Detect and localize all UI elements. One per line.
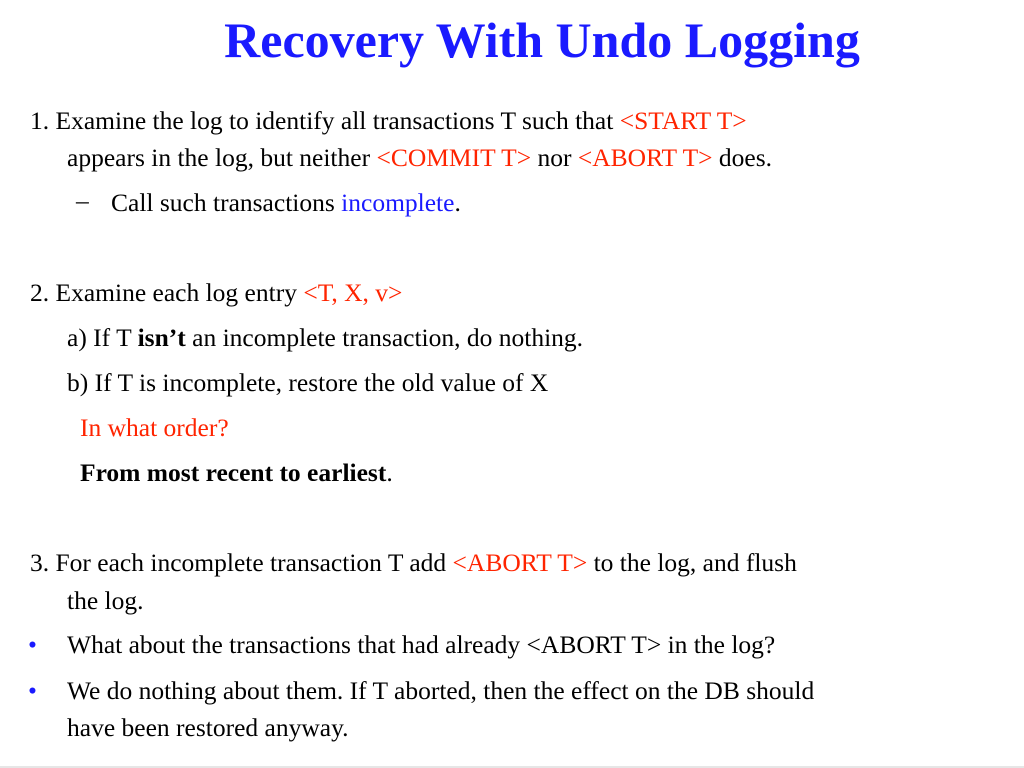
commit-record: <COMMIT T> bbox=[376, 143, 532, 172]
step1-does-text: does. bbox=[712, 143, 773, 172]
order-answer bbox=[80, 458, 393, 488]
log-entry-record: <T, X, v> bbox=[303, 278, 403, 307]
step1-subpoint bbox=[111, 188, 461, 218]
step3-suffix: to the log, and flush bbox=[587, 548, 797, 577]
step1-line1 bbox=[30, 106, 747, 136]
step1-nor-text: nor bbox=[531, 143, 578, 172]
incomplete-term: incomplete bbox=[341, 188, 455, 217]
step1-line1-text: 1. Examine the log to identify all transactions T such that bbox=[30, 106, 620, 135]
step2-item-b: b) If T is incomplete, restore the old value of X bbox=[67, 368, 549, 397]
bullet-marker-2: • bbox=[28, 676, 37, 705]
bullet-item-2-line2: have been restored anyway. bbox=[67, 713, 349, 742]
abort-record: <ABORT T> bbox=[577, 143, 713, 172]
subpoint-text: Call such transactions bbox=[111, 188, 342, 217]
order-question: In what order? bbox=[80, 413, 229, 442]
step1-line2-text: appears in the log, but neither bbox=[67, 143, 377, 172]
dash-marker: – bbox=[76, 186, 89, 215]
item-a-text: a) If T bbox=[67, 323, 138, 352]
subpoint-period: . bbox=[454, 188, 461, 217]
order-answer-period: . bbox=[386, 458, 393, 487]
isnt-emphasis: isn’t bbox=[137, 323, 186, 352]
slide-title: Recovery With Undo Logging bbox=[224, 12, 860, 68]
step3-abort-record: <ABORT T> bbox=[452, 548, 588, 577]
step1-line2 bbox=[67, 143, 772, 173]
item-a-suffix: an incomplete transaction, do nothing. bbox=[185, 323, 584, 352]
step3-line1 bbox=[30, 548, 797, 578]
bullet-marker-1: • bbox=[28, 630, 37, 659]
start-record: <START T> bbox=[619, 106, 747, 135]
step2-line bbox=[30, 278, 402, 308]
bullet-item-2-line1: We do nothing about them. If T aborted, then the effect on the DB should bbox=[67, 676, 815, 705]
bullet-item-1: What about the transactions that had already <ABORT T> in the log? bbox=[67, 630, 776, 659]
step2-text: 2. Examine each log entry bbox=[30, 278, 304, 307]
step3-line2: the log. bbox=[67, 586, 144, 615]
step2-item-a bbox=[67, 323, 583, 353]
order-answer-bold: From most recent to earliest bbox=[80, 458, 387, 487]
step3-text: 3. For each incomplete transaction T add bbox=[30, 548, 453, 577]
